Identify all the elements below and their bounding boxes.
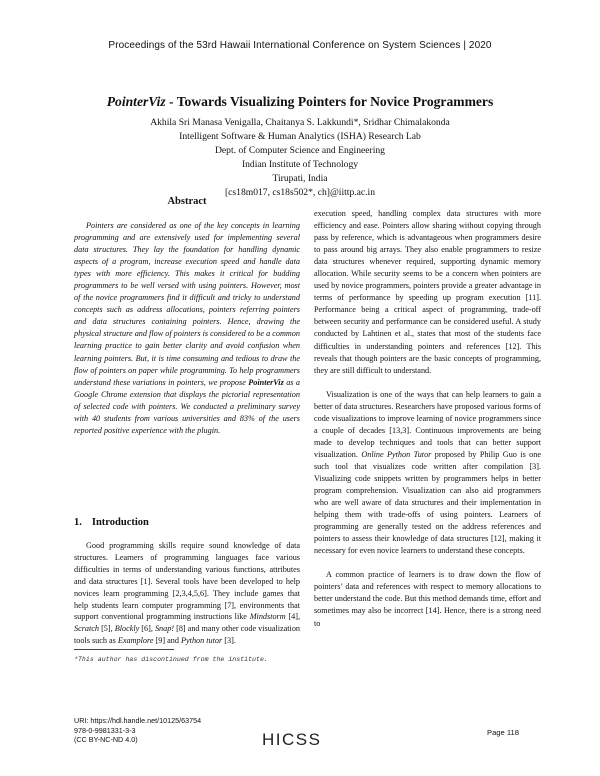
col2-paragraph-3: A common practice of learners is to draw down the flow of pointers’ data and references with respect to memory allocations to better understand the code. But this method demands time, effort and sometimes may also be incorrect [14]. Hence, there is a strong need to: [314, 570, 541, 628]
title-tool-name: PointerViz: [106, 94, 166, 109]
author-lab: Intelligent Software & Human Analytics (ISHA) Research Lab: [179, 131, 421, 142]
author-institute: Indian Institute of Technology: [241, 159, 359, 170]
intro-text: [6],: [139, 624, 155, 634]
footer-publication-info: [74, 716, 201, 745]
abstract-tool-name: PointerViz: [248, 377, 284, 387]
intro-text: [5],: [99, 624, 115, 634]
conference-header: Proceedings of the 53rd Hawaii International Conference on System Sciences | 2020: [108, 40, 492, 51]
section-title: Introduction: [91, 517, 149, 528]
intro-text: [8] and many other code visualization tools such as: [74, 624, 301, 646]
footnote-divider: [74, 649, 174, 650]
footnote: *This author has discontinued from the institute.: [74, 656, 268, 663]
author-dept: Dept. of Computer Science and Engineering: [215, 145, 385, 156]
intro-text: [9] and: [153, 636, 182, 646]
author-block: [0, 116, 600, 200]
abstract-body: [74, 220, 300, 437]
col2-paragraph-2: [314, 389, 541, 558]
paper-title: [0, 94, 600, 110]
intro-paragraph: [74, 540, 300, 647]
tool-online-python-tutor: Online Python Tutor: [361, 449, 432, 459]
abstract-text-b: as a Google Chrome extension that displays the pictorial representation of selected code with pointers. We conducted a preliminary survey with 40 students from various universities and 83% of the users reported positive experience with the plugin.: [74, 377, 300, 435]
tool-blockly: Blockly: [114, 624, 140, 634]
intro-text: [3].: [222, 636, 236, 646]
right-column: [314, 208, 541, 630]
tool-python-tutor: Python tutor: [181, 636, 223, 646]
author-names: Akhila Sri Manasa Venigalla, Chaitanya S. Lakkundi*, Sridhar Chimalakonda: [150, 117, 450, 128]
section-heading-introduction: [74, 517, 159, 528]
section-number: 1.: [74, 517, 82, 528]
footer-isbn: 978-0-9981331-3-3: [74, 725, 136, 735]
footer-uri[interactable]: URI: https://hdl.handle.net/10125/63754: [74, 716, 202, 725]
title-rest: - Towards Visualizing Pointers for Novice Programmers: [165, 94, 494, 109]
author-location: Tirupati, India: [272, 173, 328, 184]
page-number: Page 118: [487, 728, 519, 737]
col2-text: Visualization is one of the ways that can help learners to gain a better of data structures. Researchers have proposed various forms of code visualizations to improve learning of novice programmers since a couple of decades [13,3]. Continuous improvements are being made to develop techniques and tools that can better support visualization.: [314, 389, 541, 459]
col2-text: proposed by Philip Guo is one such tool that visualizes code written after compilation [3]. Visualizing code snippets written by programmers helps in better program comprehension. Visualization can also aid programmers who are well aware of data structures and their implementation in helping them with trade-offs of using pointers. Learners of programming are generally tested on the address references and pointers to assess their knowledge of data structures [12], making it necessary for even novice learners to understand these concepts.: [314, 449, 542, 556]
footer-license: (CC BY-NC-ND 4.0): [74, 735, 138, 745]
tool-scratch: Scratch: [74, 624, 100, 634]
hicss-logo: HICSS: [262, 730, 322, 749]
col2-paragraph-1: execution speed, handling complex data structures with more efficiency and ease. Pointers allow sharing without copying through pass by reference, which is advantageous when programmers desire to pass around big arrays. They also enable programmers to resize data structures whenever required, supporting dynamic memory allocation. While security seems to be a concern when pointers are used by novice programmers, pointers provide a greater advantage in terms of performance by speeding up program execution [11]. Performance being a critical aspect of programming, trade-off between security and performance can be considered useful. A study conducted by Lahtinen et al., states that most of the students face difficulties in understanding pointers and references [12]. This reveals that though pointers are the basic concepts of programming, they are still difficult to understand.: [314, 209, 541, 375]
tool-snap: Snap!: [154, 624, 175, 634]
author-emails: [cs18m017, cs18s502*, ch]@iittp.ac.in: [224, 187, 376, 198]
tool-mindstorm: Mindstorm: [249, 612, 286, 622]
abstract-heading: Abstract: [167, 196, 207, 207]
intro-text: [4],: [285, 612, 301, 622]
abstract-text-a: Pointers are considered as one of the key concepts in learning programming and are extensively used for implementing several data structures. They lay the foundation for handling dynamic aspects of a program, increase execution speed and handle data types with more efficiency. This makes it critical for budding programmers to be well versed with using pointers. However, most of the novice programmers find it difficult and tricky to understand concepts such as address allocations, pointers referring pointers and data structures containing pointers. Hence, drawing the physical structure and flow of pointers is considered to be a common learning practice to gain better clarity and avoid confusion when learning pointers. But, it is time consuming and tedious to draw the flow of pointers on paper while programming. To help programmers understand these variations in pointers, we propose: [74, 221, 300, 387]
intro-text: Good programming skills require sound knowledge of data structures. Learners of programming languages face various difficulties in terms of understanding various functions, attributes and data structures [1]. Several tools have been developed to help novices learn programming [2,3,4,5,6]. They include games that help students learn computer programming [7], environments that support conventional programming instructions like: [74, 541, 300, 622]
tool-examplore: Examplore: [117, 636, 154, 646]
